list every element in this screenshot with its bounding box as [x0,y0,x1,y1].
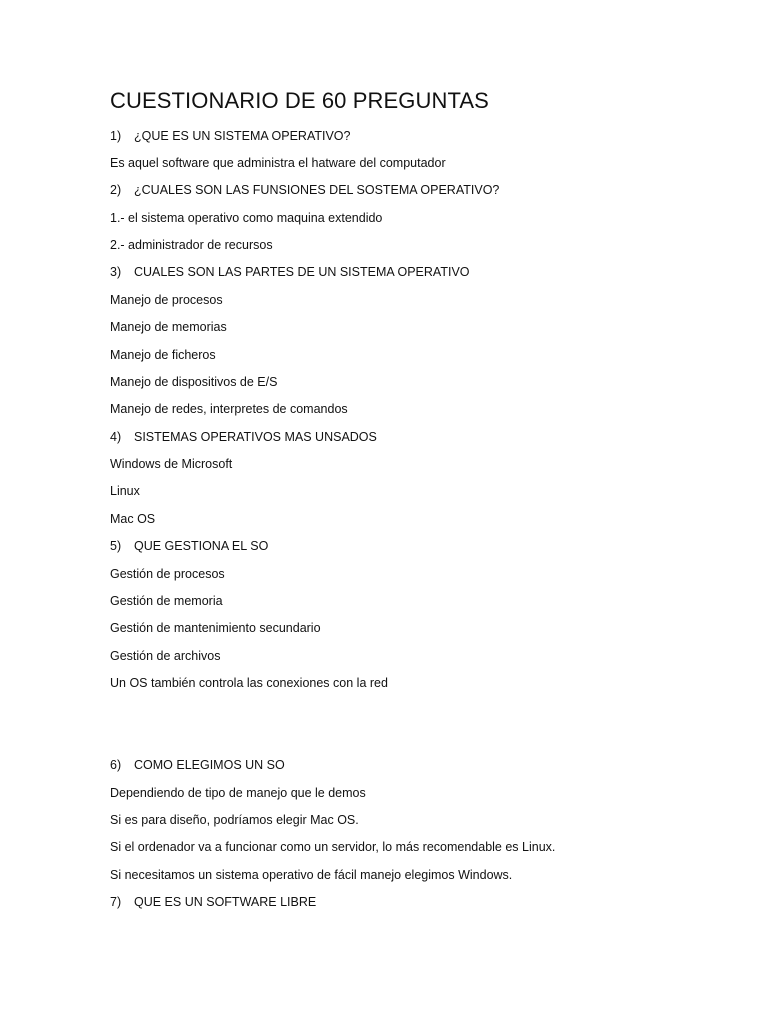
question-text: SISTEMAS OPERATIVOS MAS UNSADOS [134,430,377,444]
answer-line: Un OS también controla las conexiones con la red [110,676,388,690]
answer-line: Manejo de procesos [110,293,223,307]
answer-line: Linux [110,484,140,498]
answer-line: Gestión de memoria [110,594,223,608]
question-line [110,264,470,280]
question-line [110,128,350,144]
answer-line: Windows de Microsoft [110,457,233,471]
answer-line: Gestión de procesos [110,567,225,581]
answer-line: Dependiendo de tipo de manejo que le demos [110,786,366,800]
answer-line: Si es para diseño, podríamos elegir Mac OS. [110,813,359,827]
answer-line: Manejo de dispositivos de E/S [110,375,278,389]
question-line [110,894,316,910]
question-number: 5) [110,539,122,553]
answer-line: 1.- el sistema operativo como maquina extendido [110,211,383,225]
question-line [110,538,268,554]
question-number: 3) [110,265,122,279]
question-text: QUE GESTIONA EL SO [134,539,269,553]
question-number: 7) [110,895,122,909]
answer-line: Mac OS [110,512,156,526]
answer-line: Gestión de archivos [110,649,221,663]
answer-line: Si necesitamos un sistema operativo de fácil manejo elegimos Windows. [110,868,513,882]
answer-line: Es aquel software que administra el hatware del computador [110,156,446,170]
question-text: QUE ES UN SOFTWARE LIBRE [134,895,317,909]
answer-line: Gestión de mantenimiento secundario [110,621,321,635]
answer-line: Manejo de memorias [110,320,227,334]
question-text: CUALES SON LAS PARTES DE UN SISTEMA OPERATIVO [134,265,470,279]
answer-line: Manejo de ficheros [110,348,216,362]
question-text: ¿CUALES SON LAS FUNSIONES DEL SOSTEMA OPERATIVO? [134,183,500,197]
document-title: CUESTIONARIO DE 60 PREGUNTAS [110,88,489,113]
question-text: COMO ELEGIMOS UN SO [134,758,285,772]
question-number: 6) [110,758,122,772]
answer-line: Si el ordenador va a funcionar como un servidor, lo más recomendable es Linux. [110,840,556,854]
question-text: ¿QUE ES UN SISTEMA OPERATIVO? [134,129,351,143]
question-number: 4) [110,430,122,444]
question-line [110,182,499,198]
answer-line: 2.- administrador de recursos [110,238,273,252]
question-number: 1) [110,129,122,143]
answer-line: Manejo de redes, interpretes de comandos [110,402,348,416]
question-line [110,429,377,445]
question-number: 2) [110,183,122,197]
question-line [110,757,285,773]
